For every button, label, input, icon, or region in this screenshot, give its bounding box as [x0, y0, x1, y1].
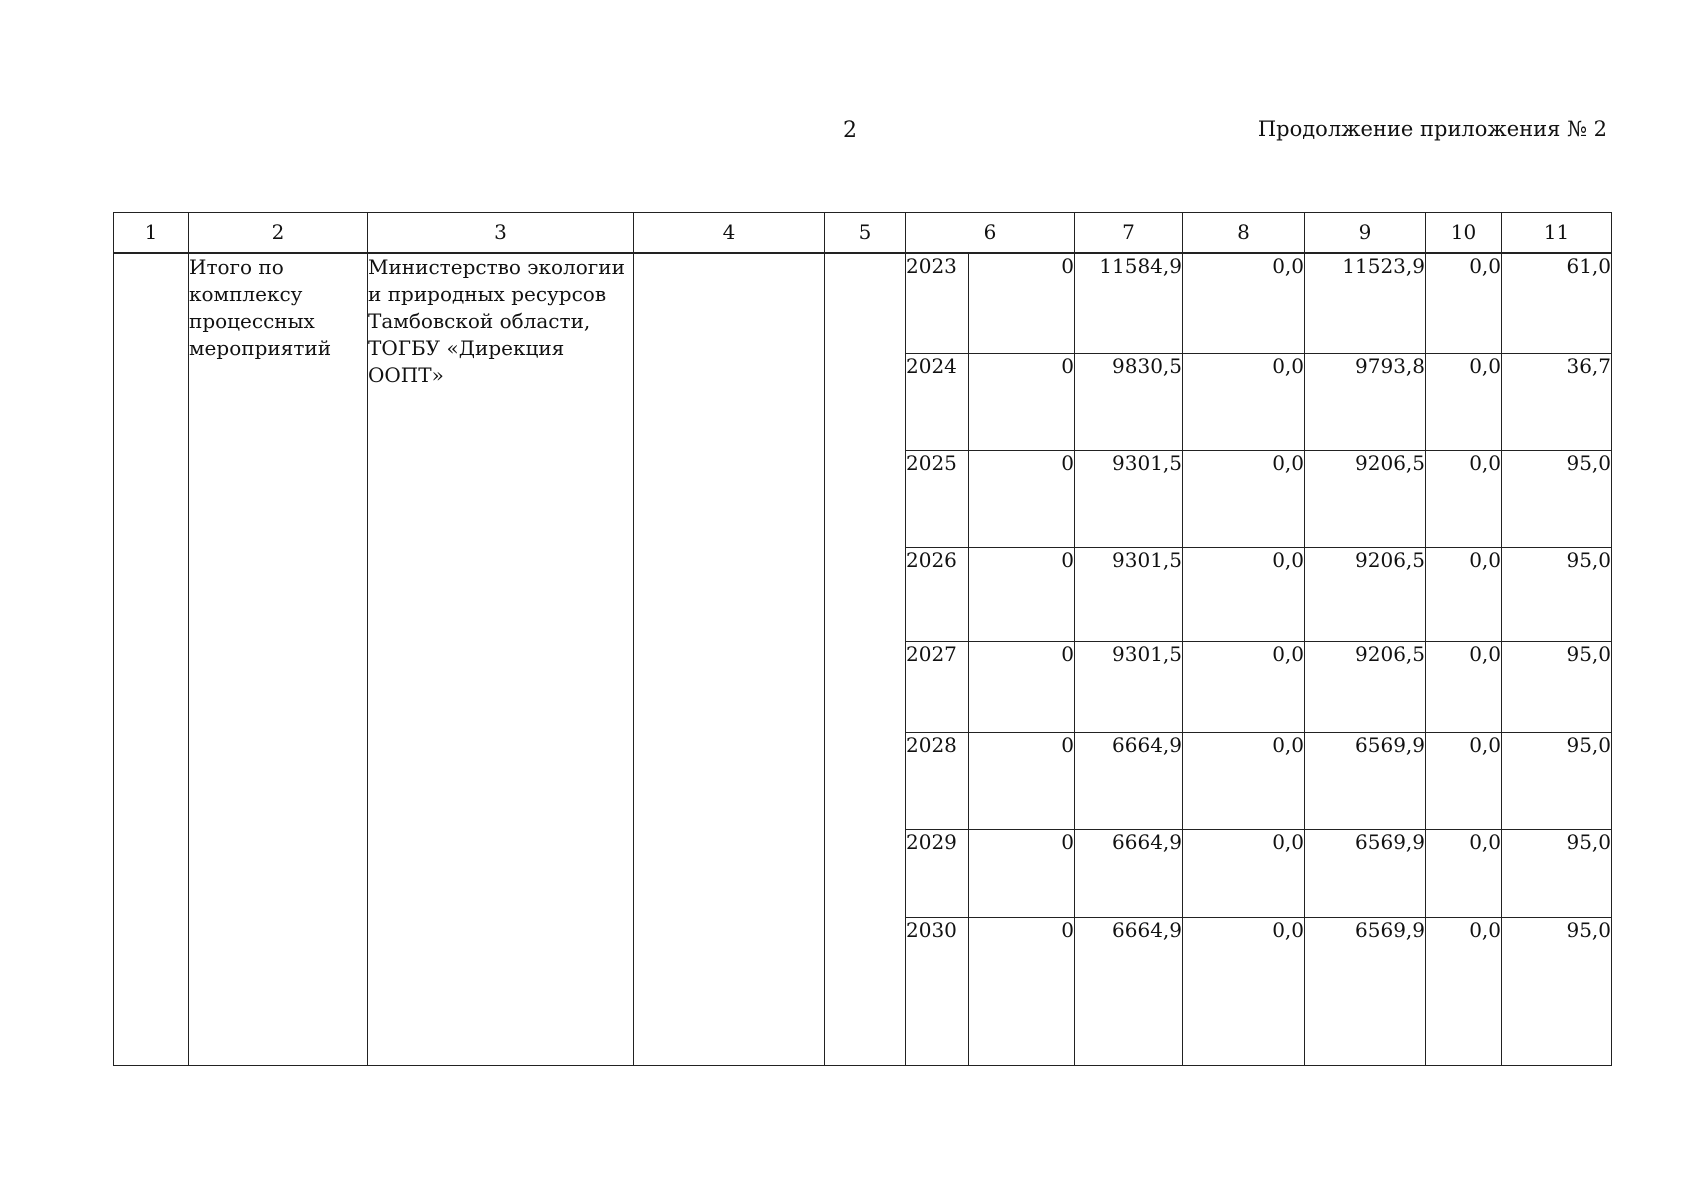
col11-value-cell: 36,7 — [1502, 354, 1612, 451]
year-cell: 2028 — [906, 733, 969, 830]
col8-value-cell: 0,0 — [1183, 451, 1305, 548]
col10-value-cell: 0,0 — [1426, 253, 1502, 354]
col10-value-cell: 0,0 — [1426, 918, 1502, 1066]
col-header-10: 10 — [1426, 213, 1502, 253]
col9-value-cell: 6569,9 — [1305, 733, 1426, 830]
col11-value-cell: 95,0 — [1502, 918, 1612, 1066]
col6-value-cell: 0 — [969, 733, 1075, 830]
col8-value-cell: 0,0 — [1183, 548, 1305, 642]
col9-value-cell: 9793,8 — [1305, 354, 1426, 451]
col11-value-cell: 95,0 — [1502, 830, 1612, 918]
col8-value-cell: 0,0 — [1183, 733, 1305, 830]
year-cell: 2029 — [906, 830, 969, 918]
year-cell: 2030 — [906, 918, 969, 1066]
col8-value-cell: 0,0 — [1183, 642, 1305, 733]
col6-value-cell: 0 — [969, 548, 1075, 642]
col-header-2: 2 — [189, 213, 368, 253]
col11-value-cell: 95,0 — [1502, 733, 1612, 830]
col-header-5: 5 — [825, 213, 906, 253]
col-header-8: 8 — [1183, 213, 1305, 253]
col9-value-cell: 9206,5 — [1305, 451, 1426, 548]
col9-value-cell: 9206,5 — [1305, 548, 1426, 642]
col6-value-cell: 0 — [969, 642, 1075, 733]
col7-value-cell: 9301,5 — [1075, 642, 1183, 733]
col10-value-cell: 0,0 — [1426, 642, 1502, 733]
col6-value-cell: 0 — [969, 451, 1075, 548]
col10-value-cell: 0,0 — [1426, 830, 1502, 918]
col7-value-cell: 6664,9 — [1075, 918, 1183, 1066]
table-row — [114, 253, 1612, 354]
col10-value-cell: 0,0 — [1426, 733, 1502, 830]
responsible-executor-cell: Министерство экологии и природных ресурсов Тамбовской области, ТОГБУ «Дирекция ООПТ» — [368, 253, 634, 1066]
col7-value-cell: 9830,5 — [1075, 354, 1183, 451]
col6-value-cell: 0 — [969, 354, 1075, 451]
col7-value-cell: 9301,5 — [1075, 548, 1183, 642]
col-header-7: 7 — [1075, 213, 1183, 253]
col5-cell — [825, 253, 906, 1066]
col4-cell — [634, 253, 825, 1066]
col11-value-cell: 61,0 — [1502, 253, 1612, 354]
year-cell: 2024 — [906, 354, 969, 451]
col11-value-cell: 95,0 — [1502, 642, 1612, 733]
col-header-4: 4 — [634, 213, 825, 253]
program-title-cell: Итого по комплексу процессных мероприятий — [189, 253, 368, 1066]
col10-value-cell: 0,0 — [1426, 354, 1502, 451]
col8-value-cell: 0,0 — [1183, 253, 1305, 354]
col8-value-cell: 0,0 — [1183, 354, 1305, 451]
col-header-6: 6 — [906, 213, 1075, 253]
col-header-9: 9 — [1305, 213, 1426, 253]
col-header-11: 11 — [1502, 213, 1612, 253]
year-cell: 2025 — [906, 451, 969, 548]
col7-value-cell: 11584,9 — [1075, 253, 1183, 354]
col7-value-cell: 6664,9 — [1075, 733, 1183, 830]
col6-value-cell: 0 — [969, 830, 1075, 918]
year-cell: 2023 — [906, 253, 969, 354]
col9-value-cell: 9206,5 — [1305, 642, 1426, 733]
col-header-3: 3 — [368, 213, 634, 253]
col9-value-cell: 11523,9 — [1305, 253, 1426, 354]
year-cell: 2027 — [906, 642, 969, 733]
col8-value-cell: 0,0 — [1183, 830, 1305, 918]
appendix-continuation-note: Продолжение приложения № 2 — [1257, 117, 1607, 141]
col9-value-cell: 6569,9 — [1305, 830, 1426, 918]
col6-value-cell: 0 — [969, 918, 1075, 1066]
col11-value-cell: 95,0 — [1502, 451, 1612, 548]
col11-value-cell: 95,0 — [1502, 548, 1612, 642]
col-header-1: 1 — [114, 213, 189, 253]
col7-value-cell: 9301,5 — [1075, 451, 1183, 548]
budget-table — [113, 212, 1612, 1066]
header-row — [114, 213, 1612, 253]
year-cell: 2026 — [906, 548, 969, 642]
col6-value-cell: 0 — [969, 253, 1075, 354]
col7-value-cell: 6664,9 — [1075, 830, 1183, 918]
col10-value-cell: 0,0 — [1426, 451, 1502, 548]
col10-value-cell: 0,0 — [1426, 548, 1502, 642]
page-number: 2 — [843, 118, 857, 143]
row-number-cell — [114, 253, 189, 1066]
col9-value-cell: 6569,9 — [1305, 918, 1426, 1066]
col8-value-cell: 0,0 — [1183, 918, 1305, 1066]
